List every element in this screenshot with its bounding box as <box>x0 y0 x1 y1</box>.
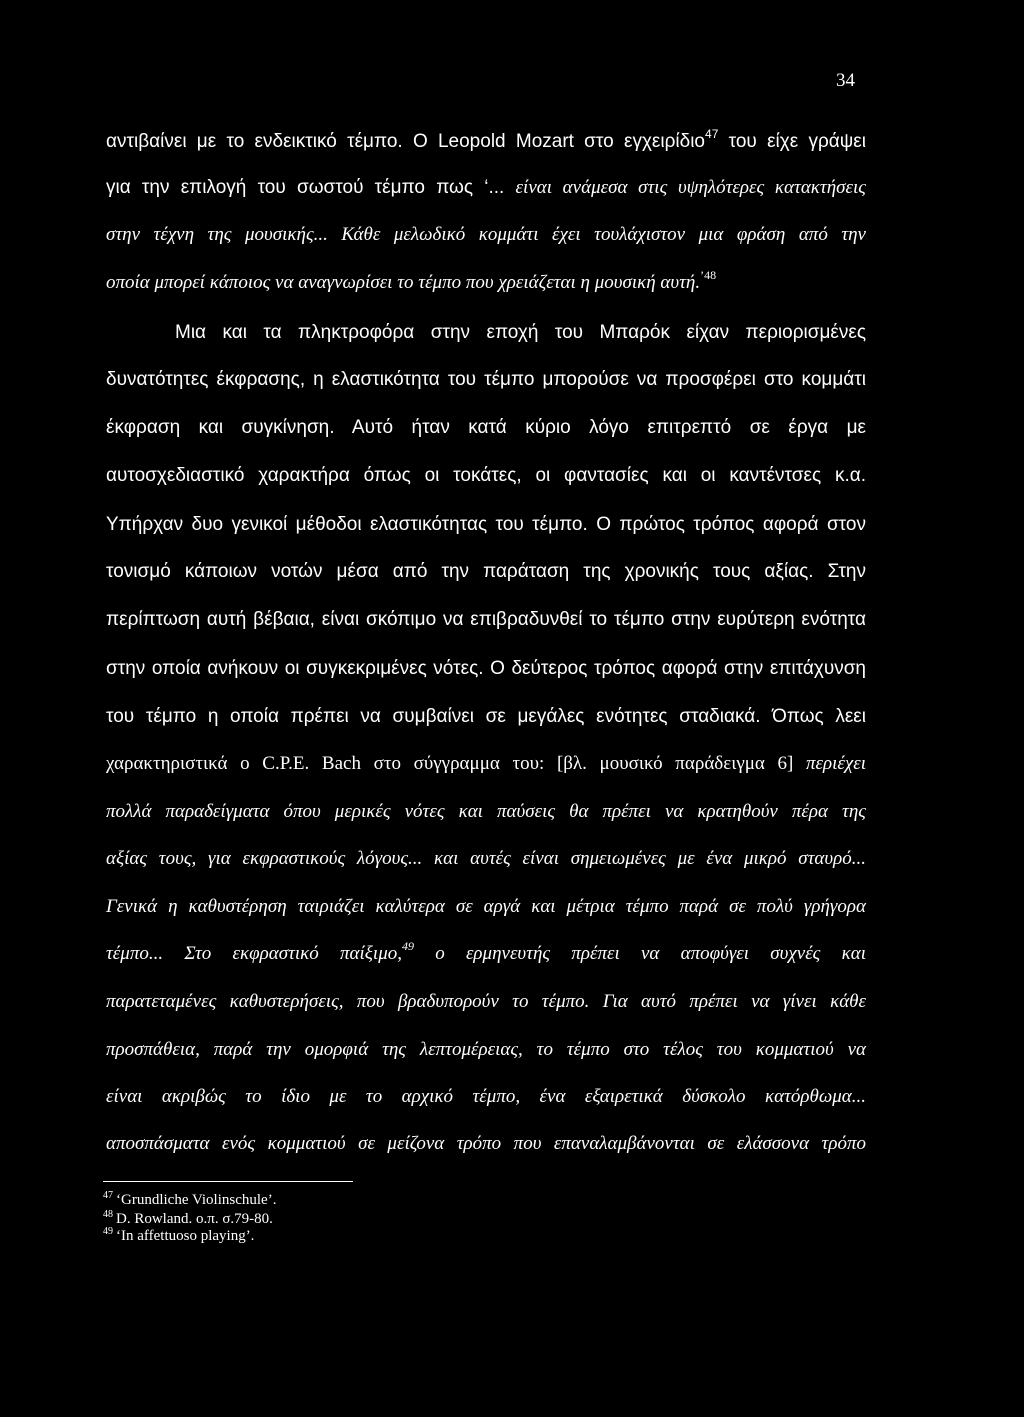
text-line-italic: αξίας τους, για εκφραστικούς λόγους... και αυτές είναι σημειωμένες με ένα μικρό σταυρό... <box>106 848 866 869</box>
footnote-separator <box>103 1181 353 1182</box>
text-line-italic: στην τέχνη της μουσικής... Κάθε μελωδικό κομμάτι έχει τουλάχιστον μια φράση από την <box>106 224 866 245</box>
text-line-italic: είναι ακριβώς το ίδιο με το αρχικό τέμπο, ένα εξαιρετικά δύσκολο κατόρθωμα... <box>106 1086 866 1107</box>
text-line: περίπτωση αυτή βέβαια, είναι σκόπιμο να επιβραδυνθεί το τέμπο στην ευρύτερη ενότητα <box>106 609 866 630</box>
text-line-italic: παρατεταμένες καθυστερήσεις, που βραδυπορούν το τέμπο. Για αυτό πρέπει να γίνει κάθε <box>106 991 866 1012</box>
page-number: 34 <box>836 70 855 91</box>
text-line: του τέμπο η οποία πρέπει να συμβαίνει σε μεγάλες ενότητες σταδιακά. Όπως λεει <box>106 706 866 727</box>
footnote-text: D. Rowland. ο.π. σ.79-80. <box>116 1211 273 1227</box>
footnote-text: ‘In affettuoso playing’. <box>116 1228 255 1244</box>
footnote-ref-48: ’48 <box>700 268 717 282</box>
text-line: αυτοσχεδιαστικό χαρακτήρα όπως οι τοκάτες, οι φαντασίες και οι καντέντσες κ.α. <box>106 465 866 486</box>
text-line-italic: τέμπο... Στο εκφραστικό παίξιμο,$^{49}$ ο ερμηνευτής πρέπει να αποφύγει συχνές και <box>106 939 866 964</box>
text-line: έκφραση και συγκίνηση. Αυτό ήταν κατά κύριο λόγο επιτρεπτό σε έργα με <box>106 417 866 438</box>
footnote-number: 48 <box>103 1209 113 1220</box>
footnote-ref-47: 47 <box>705 127 719 141</box>
footnote-number: 49 <box>103 1226 113 1237</box>
footnote <box>103 1228 254 1245</box>
text-line: για την επιλογή του σωστού τέμπο πως ‘... είναι ανάμεσα στις υψηλότερες κατακτήσεις <box>106 177 866 198</box>
text-line-italic: προσπάθεια, παρά την ομορφιά της λεπτομέρειας, το τέμπο στο τέλος του κομματιού να <box>106 1039 866 1060</box>
text-line-italic: Γενικά η καθυστέρηση ταιριάζει καλύτερα σε αργά και μέτρια τέμπο παρά σε πολύ γρήγορα <box>106 896 866 917</box>
footnote-ref-49: 49 <box>401 939 414 953</box>
text-line: δυνατότητες έκφρασης, η ελαστικότητα του τέμπο μπορούσε να προσφέρει στο κομμάτι <box>106 369 866 390</box>
text-line-italic: πολλά παραδείγματα όπου μερικές νότες και παύσεις θα πρέπει να κρατηθούν πέρα της <box>106 801 866 822</box>
footnote <box>103 1192 276 1209</box>
text-line-italic: οποία μπορεί κάποιος να αναγνωρίσει το τέμπο που χρειάζεται η μουσική αυτή.$^{’48}$ <box>106 268 717 293</box>
footnote-number: 47 <box>103 1190 113 1201</box>
text-line: αντιβαίνει με το ενδεικτικό τέμπο. Ο Leopold Mozart στο εγχειρίδιο$^{47}$ του είχε γράψει <box>106 127 867 152</box>
text-line: τονισμό κάποιων νοτών μέσα από την παράταση της χρονικής τους αξίας. Στην <box>106 561 866 582</box>
text-line: στην οποία ανήκουν οι συγκεκριμένες νότες. Ο δεύτερος τρόπος αφορά στην επιτάχυνση <box>106 658 866 679</box>
footnote-text: ‘Grundliche Violinschule’. <box>116 1192 277 1208</box>
footnote <box>103 1211 273 1228</box>
text-line: Υπήρχαν δυο γενικοί μέθοδοι ελαστικότητας του τέμπο. Ο πρώτος τρόπος αφορά στον <box>106 514 866 535</box>
text-line-italic: αποσπάσματα ενός κομματιού σε μείζονα τρόπο που επαναλαμβάνονται σε ελάσσονα τρόπο <box>106 1133 866 1154</box>
text-line: χαρακτηριστικά ο C.P.E. Bach στο σύγγραμμα του: [βλ. μουσικό παράδειγμα 6] περιέχει <box>106 753 866 774</box>
paragraph-first-line: Μια και τα πληκτροφόρα στην εποχή του Μπαρόκ είχαν περιορισμένες <box>175 322 866 343</box>
